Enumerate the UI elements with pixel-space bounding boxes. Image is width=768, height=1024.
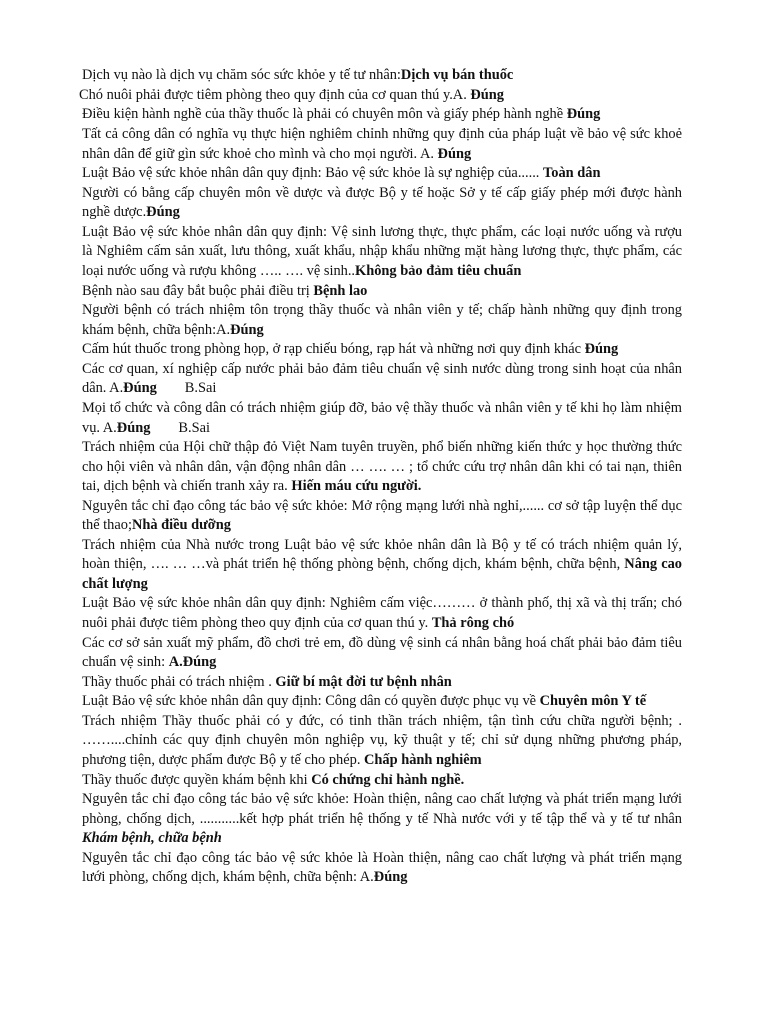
answer-text: Nhà điều dưỡng — [131, 517, 231, 534]
question-7 — [82, 223, 682, 281]
question-text: Tất cả công dân có nghĩa vụ thực hiện nghiêm chỉnh những quy định của pháp luật về bảo vệ sức khoẻ nhân dân để giữ gìn sức khoẻ cho mình và cho mọi người. A. — [82, 126, 682, 162]
answer-text: Đúng — [437, 145, 472, 162]
answer-text: Đúng — [470, 86, 504, 103]
question-13 — [82, 438, 682, 496]
question-text: Luật Bảo vệ sức khỏe nhân dân quy định: Công dân có quyền được phục vụ về — [82, 693, 540, 710]
question-5 — [82, 164, 682, 183]
question-18 — [82, 673, 682, 692]
option-b-text: B.Sai — [184, 380, 217, 397]
question-text: Trách nhiệm của Hội chữ thập đỏ Việt Nam tuyên truyền, phổ biến những kiến thức y học thường thức cho hội viên và nhân dân, vận động nhân dân … …. … ; tổ chức cứu trợ nhân dân khi có tai nạn, thiên tai, dịch bệnh và chiến tranh xảy ra. — [82, 439, 682, 495]
answer-text: Đúng — [116, 419, 151, 436]
question-text: Điều kiện hành nghề của thầy thuốc là phải có chuyên môn và giấy phép hành nghề — [82, 106, 567, 123]
question-6 — [82, 184, 682, 223]
answer-text: Hiến máu cứu người. — [291, 478, 422, 495]
question-2 — [79, 86, 682, 105]
question-text: Cấm hút thuốc trong phòng họp, ở rạp chiếu bóng, rạp hát và những nơi quy định khác — [82, 341, 585, 358]
option-b-text: B.Sai — [178, 419, 210, 436]
answer-text: Không bảo đảm tiêu chuẩn — [355, 262, 522, 279]
question-12 — [82, 399, 682, 438]
answer-text: Đúng — [123, 380, 157, 397]
answer-text: Bệnh lao — [313, 282, 368, 299]
answer-text: Thả rông chó — [431, 614, 515, 631]
question-text: Người có bằng cấp chuyên môn về dược và được Bộ y tế hoặc Sở y tế cấp giấy phép mới được hành nghề dược. — [82, 184, 682, 221]
answer-text: Đúng — [566, 106, 601, 123]
question-text: Người bệnh có trách nhiệm tôn trọng thầy thuốc và nhân viên y tế; chấp hành những quy định trong khám bệnh, chữa bệnh:A. — [82, 302, 682, 338]
answer-text: Toàn dân — [543, 165, 601, 182]
question-text: Luật Bảo vệ sức khỏe nhân dân quy định: Vệ sinh lương thực, thực phẩm, các loại nước uống và rượu là Nghiêm cấm sản xuất, lưu thông, xuất khẩu, nhập khẩu những mặt hàng lương thực, thực phẩm, các loại nước uống và rượu không ….. …. vệ sinh.. — [82, 224, 682, 279]
question-4 — [82, 125, 682, 164]
answer-text: Chấp hành nghiêm — [364, 751, 482, 768]
answer-text: Có chứng chỉ hành nghề. — [311, 771, 465, 788]
question-11 — [82, 360, 682, 399]
question-text: Mọi tổ chức và công dân có trách nhiệm giúp đỡ, bảo vệ thầy thuốc và nhân viên y tế khi họ làm nhiệm vụ. A. — [82, 400, 682, 436]
question-text: Nguyên tắc chỉ đạo công tác bảo vệ sức khỏe là Hoàn thiện, nâng cao chất lượng và phát triển mạng lưới phòng, chống dịch, khám bệnh, chữa bệnh: A. — [82, 849, 682, 886]
question-21 — [82, 771, 682, 790]
question-8 — [82, 282, 682, 301]
question-17 — [82, 634, 682, 673]
answer-text: Đúng — [584, 341, 619, 358]
question-text: Thầy thuốc được quyền khám bệnh khi — [82, 771, 312, 788]
question-text: Trách nhiệm của Nhà nước trong Luật bảo vệ sức khỏe nhân dân là Bộ y tế có trách nhiệm quản lý, hoàn thiện, …. … …và phát triển hệ thống phòng bệnh, chống dịch, khám bệnh, chữa bệnh, — [82, 536, 682, 573]
answer-text: Nâng cao chất lượng — [82, 556, 682, 592]
answer-text: Đúng — [146, 204, 180, 221]
question-22 — [82, 790, 682, 848]
answer-text: Đúng — [230, 321, 264, 338]
question-10 — [82, 340, 682, 359]
question-19 — [82, 692, 682, 711]
question-14 — [82, 497, 682, 536]
question-23 — [82, 849, 682, 888]
question-text: Nguyên tắc chỉ đạo công tác bảo vệ sức khỏe: Mở rộng mạng lưới nhà nghỉ,...... cơ sở tập luyện thể dục thể thao; — [82, 497, 682, 534]
answer-text: Chuyên môn Y tế — [539, 693, 647, 710]
question-text: Luật Bảo vệ sức khỏe nhân dân quy định: Nghiêm cấm việc……… ở thành phố, thị xã và thị trấn; chó nuôi phải được tiêm phòng theo quy định của cơ quan thú y. — [82, 595, 682, 631]
question-text: Bệnh nào sau đây bắt buộc phải điều trị — [82, 282, 314, 299]
question-text: Trách nhiệm Thầy thuốc phải có y đức, có tinh thần trách nhiệm, tận tình cứu chữa người bệnh; . ……....chỉnh các quy định chuyên môn nghiệp vụ, kỹ thuật y tế; chỉ sử dụng những phương pháp, phương tiện, dược phẩm được Bộ y tế cho phép. — [82, 713, 682, 768]
question-text: Chó nuôi phải được tiêm phòng theo quy định của cơ quan thú y.A. — [79, 86, 471, 103]
question-text: Nguyên tắc chỉ đạo công tác bảo vệ sức khỏe: Hoàn thiện, nâng cao chất lượng và phát triển mạng lưới phòng, chống dịch, ...........kết hợp phát triển hệ thống y tế Nhà nước với y tế tập thể và y tế tư nhân — [82, 791, 682, 827]
answer-text: Khám bệnh, chữa bệnh — [82, 830, 222, 847]
answer-text: Đúng — [373, 869, 408, 886]
question-9 — [82, 301, 682, 340]
answer-text: Giữ bí mật đời tư bệnh nhân — [275, 673, 452, 690]
question-20 — [82, 712, 682, 770]
question-3 — [82, 105, 682, 124]
question-text: Luật Bảo vệ sức khỏe nhân dân quy định: Bảo vệ sức khỏe là sự nghiệp của...... — [82, 165, 544, 182]
document-page — [79, 66, 682, 888]
question-text: Các cơ quan, xí nghiệp cấp nước phải bảo đảm tiêu chuẩn vệ sinh nước dùng trong sinh hoạt của nhân dân. A. — [82, 361, 682, 397]
answer-text: A.Đúng — [168, 653, 217, 670]
answer-text: Dịch vụ bán thuốc — [400, 67, 514, 83]
question-text: Các cơ sở sản xuất mỹ phẩm, đồ chơi trẻ em, đồ dùng vệ sinh cá nhân bằng hoá chất phải bảo đảm tiêu chuẩn vệ sinh: — [82, 634, 682, 670]
question-16 — [82, 594, 682, 633]
question-1 — [82, 66, 682, 85]
question-text: Dịch vụ nào là dịch vụ chăm sóc sức khỏe y tế tư nhân: — [82, 67, 401, 83]
question-15 — [82, 536, 682, 594]
question-text: Thầy thuốc phải có trách nhiệm . — [82, 673, 276, 690]
